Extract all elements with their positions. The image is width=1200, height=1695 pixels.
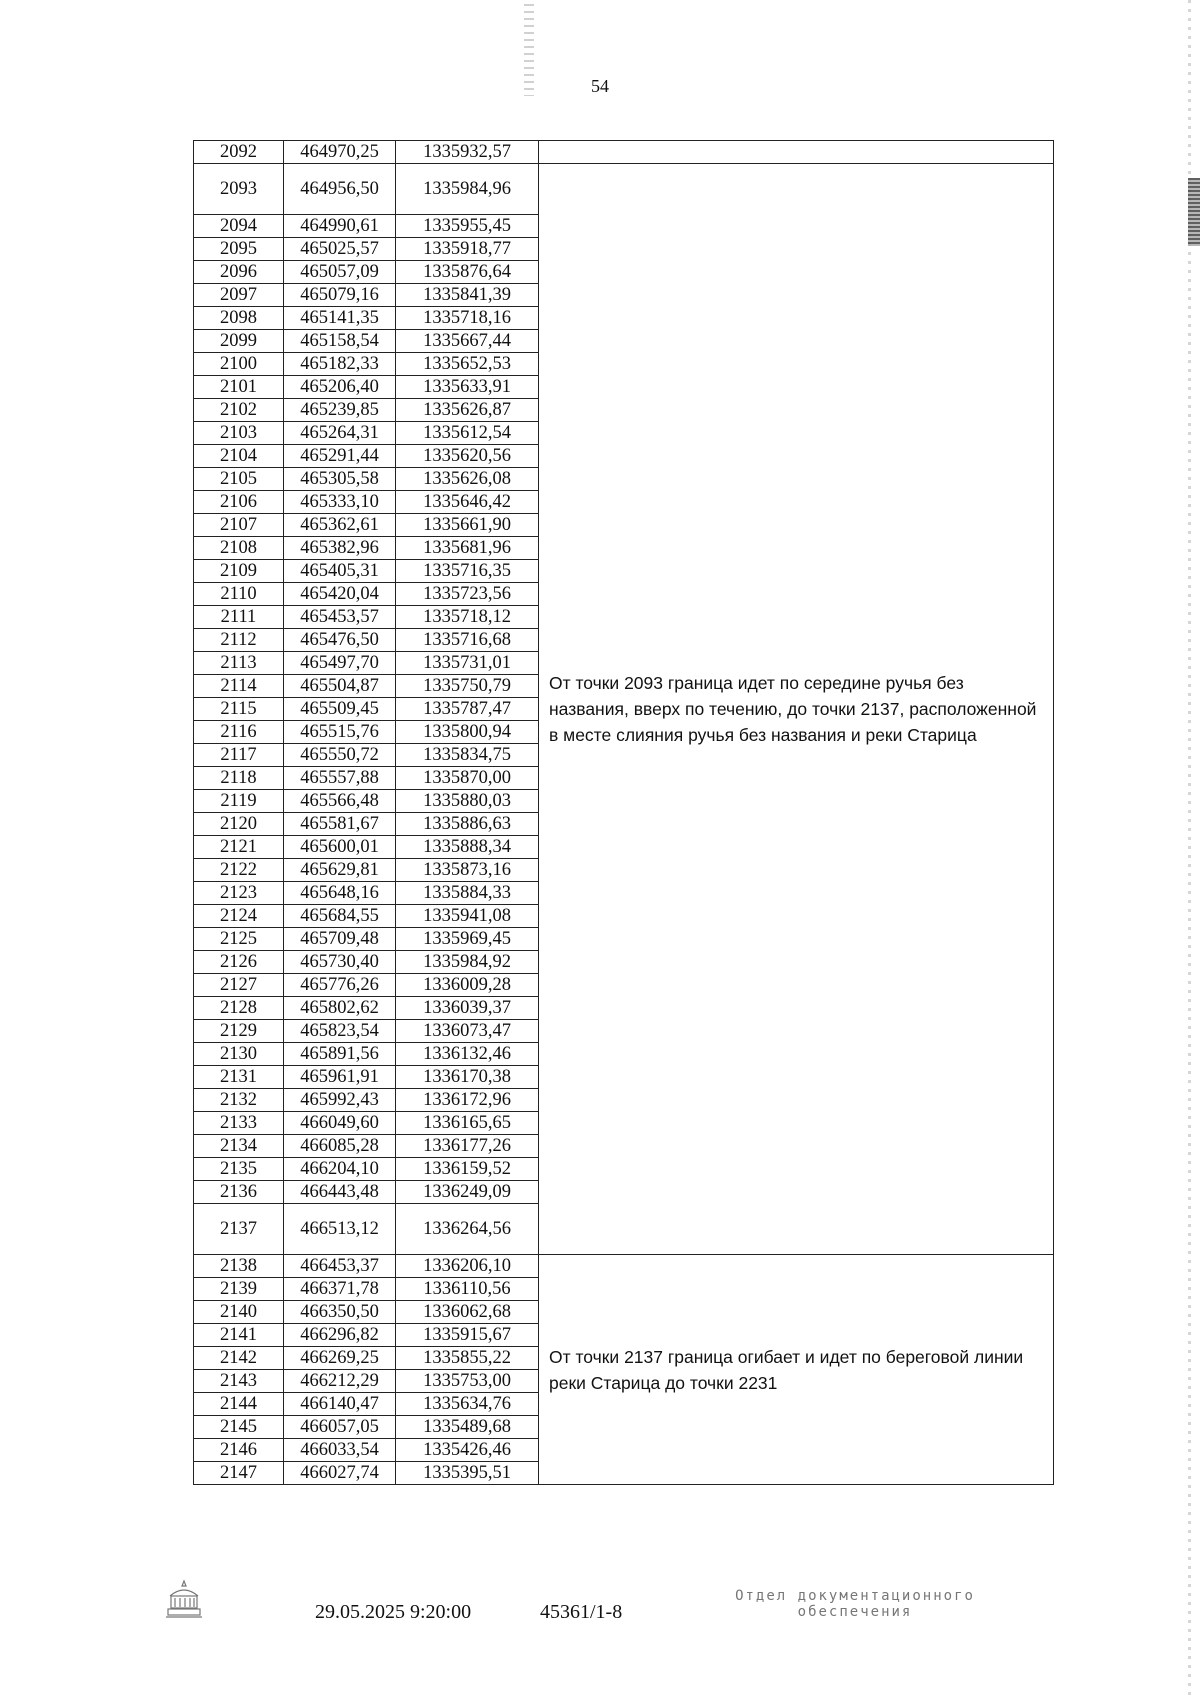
- point-number-cell: 2109: [194, 560, 284, 583]
- coord-y-cell: 1335681,96: [396, 537, 539, 560]
- coord-x-cell: 466453,37: [284, 1255, 396, 1278]
- point-number-cell: 2142: [194, 1347, 284, 1370]
- point-number-cell: 2108: [194, 537, 284, 560]
- coord-x-cell: 465057,09: [284, 261, 396, 284]
- coord-x-cell: 465776,26: [284, 974, 396, 997]
- point-number-cell: 2123: [194, 882, 284, 905]
- point-number-cell: 2122: [194, 859, 284, 882]
- point-number-cell: 2106: [194, 491, 284, 514]
- coord-x-cell: 465305,58: [284, 468, 396, 491]
- coord-y-cell: 1335888,34: [396, 836, 539, 859]
- point-number-cell: 2119: [194, 790, 284, 813]
- page-number: 54: [591, 76, 609, 96]
- coord-y-cell: 1335984,92: [396, 951, 539, 974]
- point-number-cell: 2114: [194, 675, 284, 698]
- footer-datetime: 29.05.2025 9:20:00: [315, 1601, 472, 1623]
- coord-y-cell: 1335884,33: [396, 882, 539, 905]
- point-number-cell: 2113: [194, 652, 284, 675]
- point-number-cell: 2130: [194, 1043, 284, 1066]
- coord-x-cell: 465206,40: [284, 376, 396, 399]
- stamp-line-1: Отдел документационного: [735, 1588, 975, 1604]
- point-number-cell: 2111: [194, 606, 284, 629]
- table-row: [194, 164, 1054, 215]
- coord-x-cell: 465158,54: [284, 330, 396, 353]
- point-number-cell: 2147: [194, 1462, 284, 1485]
- coord-y-cell: 1335612,54: [396, 422, 539, 445]
- point-number-cell: 2121: [194, 836, 284, 859]
- point-number-cell: 2092: [194, 141, 284, 164]
- point-number-cell: 2103: [194, 422, 284, 445]
- point-number-cell: 2137: [194, 1204, 284, 1255]
- coord-y-cell: 1336159,52: [396, 1158, 539, 1181]
- point-number-cell: 2100: [194, 353, 284, 376]
- point-number-cell: 2134: [194, 1135, 284, 1158]
- coord-x-cell: 466140,47: [284, 1393, 396, 1416]
- coord-y-cell: 1336165,65: [396, 1112, 539, 1135]
- point-number-cell: 2126: [194, 951, 284, 974]
- point-number-cell: 2128: [194, 997, 284, 1020]
- table-row: [194, 1255, 1054, 1278]
- coord-x-cell: 466204,10: [284, 1158, 396, 1181]
- point-number-cell: 2129: [194, 1020, 284, 1043]
- scan-artifact-edge: [1188, 0, 1191, 1695]
- coord-x-cell: 465961,91: [284, 1066, 396, 1089]
- coord-x-cell: 465362,61: [284, 514, 396, 537]
- coord-y-cell: 1336110,56: [396, 1278, 539, 1301]
- point-number-cell: 2093: [194, 164, 284, 215]
- coord-y-cell: 1335667,44: [396, 330, 539, 353]
- coord-x-cell: 465709,48: [284, 928, 396, 951]
- coord-x-cell: 466350,50: [284, 1301, 396, 1324]
- coord-x-cell: 465182,33: [284, 353, 396, 376]
- point-number-cell: 2118: [194, 767, 284, 790]
- coord-x-cell: 466085,28: [284, 1135, 396, 1158]
- coord-x-cell: 465557,88: [284, 767, 396, 790]
- coord-x-cell: 465600,01: [284, 836, 396, 859]
- coord-x-cell: 465823,54: [284, 1020, 396, 1043]
- stamp-line-2: обеспечения: [797, 1604, 913, 1620]
- coord-y-cell: 1335800,94: [396, 721, 539, 744]
- point-number-cell: 2140: [194, 1301, 284, 1324]
- coord-x-cell: 465515,76: [284, 721, 396, 744]
- coord-x-cell: 465648,16: [284, 882, 396, 905]
- coord-x-cell: 465382,96: [284, 537, 396, 560]
- coord-x-cell: 465476,50: [284, 629, 396, 652]
- coord-y-cell: 1335489,68: [396, 1416, 539, 1439]
- coord-y-cell: 1335626,87: [396, 399, 539, 422]
- point-number-cell: 2133: [194, 1112, 284, 1135]
- coord-x-cell: 465141,35: [284, 307, 396, 330]
- coord-x-cell: 465629,81: [284, 859, 396, 882]
- footer-doc-number: 45361/1-8: [540, 1601, 623, 1623]
- coord-y-cell: 1335652,53: [396, 353, 539, 376]
- coord-x-cell: 465025,57: [284, 238, 396, 261]
- point-number-cell: 2115: [194, 698, 284, 721]
- logo-icon: [160, 1578, 208, 1620]
- coord-y-cell: 1335787,47: [396, 698, 539, 721]
- point-number-cell: 2099: [194, 330, 284, 353]
- coord-y-cell: 1336264,56: [396, 1204, 539, 1255]
- point-number-cell: 2120: [194, 813, 284, 836]
- coord-x-cell: 465420,04: [284, 583, 396, 606]
- coord-x-cell: 465891,56: [284, 1043, 396, 1066]
- coord-y-cell: 1336177,26: [396, 1135, 539, 1158]
- point-number-cell: 2143: [194, 1370, 284, 1393]
- point-number-cell: 2102: [194, 399, 284, 422]
- coord-y-cell: 1335841,39: [396, 284, 539, 307]
- coord-x-cell: 465581,67: [284, 813, 396, 836]
- point-number-cell: 2132: [194, 1089, 284, 1112]
- coord-x-cell: 465497,70: [284, 652, 396, 675]
- coord-y-cell: 1336039,37: [396, 997, 539, 1020]
- point-number-cell: 2105: [194, 468, 284, 491]
- coord-x-cell: 466212,29: [284, 1370, 396, 1393]
- point-number-cell: 2125: [194, 928, 284, 951]
- coord-y-cell: 1335918,77: [396, 238, 539, 261]
- coord-x-cell: 466027,74: [284, 1462, 396, 1485]
- coord-y-cell: 1335886,63: [396, 813, 539, 836]
- coord-y-cell: 1335633,91: [396, 376, 539, 399]
- coord-x-cell: 465291,44: [284, 445, 396, 468]
- coord-y-cell: 1335753,00: [396, 1370, 539, 1393]
- boundary-description-first: [539, 141, 1054, 164]
- coord-y-cell: 1335661,90: [396, 514, 539, 537]
- point-number-cell: 2141: [194, 1324, 284, 1347]
- point-number-cell: 2112: [194, 629, 284, 652]
- coord-y-cell: 1335634,76: [396, 1393, 539, 1416]
- coord-x-cell: 465566,48: [284, 790, 396, 813]
- coord-y-cell: 1335876,64: [396, 261, 539, 284]
- coord-y-cell: 1335646,42: [396, 491, 539, 514]
- coord-y-cell: 1335870,00: [396, 767, 539, 790]
- coord-y-cell: 1335932,57: [396, 141, 539, 164]
- coord-x-cell: 465405,31: [284, 560, 396, 583]
- coord-y-cell: 1335731,01: [396, 652, 539, 675]
- coord-x-cell: 465239,85: [284, 399, 396, 422]
- table-row: [194, 141, 1054, 164]
- point-number-cell: 2146: [194, 1439, 284, 1462]
- point-number-cell: 2095: [194, 238, 284, 261]
- point-number-cell: 2104: [194, 445, 284, 468]
- coord-y-cell: 1336073,47: [396, 1020, 539, 1043]
- coord-y-cell: 1335620,56: [396, 445, 539, 468]
- coord-y-cell: 1335915,67: [396, 1324, 539, 1347]
- point-number-cell: 2094: [194, 215, 284, 238]
- coord-y-cell: 1336062,68: [396, 1301, 539, 1324]
- coord-x-cell: 465550,72: [284, 744, 396, 767]
- point-number-cell: 2124: [194, 905, 284, 928]
- coord-y-cell: 1335969,45: [396, 928, 539, 951]
- coord-y-cell: 1335718,16: [396, 307, 539, 330]
- point-number-cell: 2135: [194, 1158, 284, 1181]
- coord-y-cell: 1335716,35: [396, 560, 539, 583]
- boundary-description-third: От точки 2137 граница огибает и идет по береговой линии реки Старица до точки 2231: [539, 1255, 1054, 1485]
- coord-y-cell: 1336132,46: [396, 1043, 539, 1066]
- coord-y-cell: 1335873,16: [396, 859, 539, 882]
- point-number-cell: 2096: [194, 261, 284, 284]
- coord-x-cell: 464956,50: [284, 164, 396, 215]
- boundary-description-second: От точки 2093 граница идет по середине ручья без названия, вверх по течению, до точки 2137, расположенной в месте слияния ручья без названия и реки Старица: [539, 164, 1054, 1255]
- coord-y-cell: 1336206,10: [396, 1255, 539, 1278]
- coord-y-cell: 1335395,51: [396, 1462, 539, 1485]
- coordinates-table: [193, 140, 1054, 1485]
- coord-y-cell: 1335426,46: [396, 1439, 539, 1462]
- coord-y-cell: 1336170,38: [396, 1066, 539, 1089]
- coord-x-cell: 465453,57: [284, 606, 396, 629]
- point-number-cell: 2139: [194, 1278, 284, 1301]
- coord-y-cell: 1335955,45: [396, 215, 539, 238]
- coord-y-cell: 1335626,08: [396, 468, 539, 491]
- coord-x-cell: 465730,40: [284, 951, 396, 974]
- coord-x-cell: 466049,60: [284, 1112, 396, 1135]
- department-stamp: [695, 1588, 1015, 1620]
- point-number-cell: 2107: [194, 514, 284, 537]
- coord-x-cell: 464990,61: [284, 215, 396, 238]
- coord-x-cell: 465264,31: [284, 422, 396, 445]
- coord-y-cell: 1335855,22: [396, 1347, 539, 1370]
- point-number-cell: 2145: [194, 1416, 284, 1439]
- coord-x-cell: 465992,43: [284, 1089, 396, 1112]
- point-number-cell: 2101: [194, 376, 284, 399]
- point-number-cell: 2098: [194, 307, 284, 330]
- coord-y-cell: 1335941,08: [396, 905, 539, 928]
- coord-x-cell: 465333,10: [284, 491, 396, 514]
- coord-x-cell: 465504,87: [284, 675, 396, 698]
- point-number-cell: 2110: [194, 583, 284, 606]
- point-number-cell: 2136: [194, 1181, 284, 1204]
- point-number-cell: 2138: [194, 1255, 284, 1278]
- point-number-cell: 2116: [194, 721, 284, 744]
- point-number-cell: 2144: [194, 1393, 284, 1416]
- coord-x-cell: 466513,12: [284, 1204, 396, 1255]
- point-number-cell: 2127: [194, 974, 284, 997]
- coord-y-cell: 1335880,03: [396, 790, 539, 813]
- coord-y-cell: 1335716,68: [396, 629, 539, 652]
- scan-artifact-block: [1188, 178, 1200, 246]
- coord-y-cell: 1335718,12: [396, 606, 539, 629]
- coord-y-cell: 1336249,09: [396, 1181, 539, 1204]
- coord-x-cell: 465079,16: [284, 284, 396, 307]
- coord-y-cell: 1335984,96: [396, 164, 539, 215]
- coord-x-cell: 466443,48: [284, 1181, 396, 1204]
- coord-y-cell: 1335750,79: [396, 675, 539, 698]
- coord-x-cell: 466371,78: [284, 1278, 396, 1301]
- coord-x-cell: 465684,55: [284, 905, 396, 928]
- coord-x-cell: 464970,25: [284, 141, 396, 164]
- coord-y-cell: 1335834,75: [396, 744, 539, 767]
- coord-x-cell: 466296,82: [284, 1324, 396, 1347]
- coord-x-cell: 466057,05: [284, 1416, 396, 1439]
- coord-y-cell: 1335723,56: [396, 583, 539, 606]
- coord-y-cell: 1336172,96: [396, 1089, 539, 1112]
- coord-x-cell: 466033,54: [284, 1439, 396, 1462]
- coord-x-cell: 465509,45: [284, 698, 396, 721]
- point-number-cell: 2117: [194, 744, 284, 767]
- point-number-cell: 2131: [194, 1066, 284, 1089]
- point-number-cell: 2097: [194, 284, 284, 307]
- coord-y-cell: 1336009,28: [396, 974, 539, 997]
- coord-x-cell: 465802,62: [284, 997, 396, 1020]
- coord-x-cell: 466269,25: [284, 1347, 396, 1370]
